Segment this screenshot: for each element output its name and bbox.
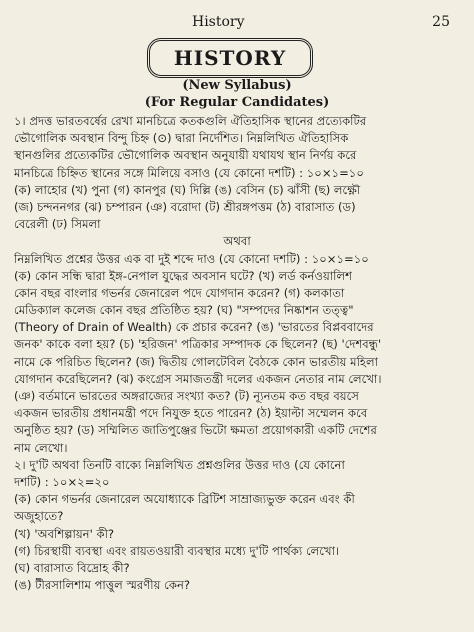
text-line: (ঞ) বর্তমানে ভারতের অঙ্গরাজ্যের সংখ্যা কত? (ট) ন্যূনতম কত বছর বয়সে [14,389,359,403]
text-line: যোগদান করেছিলেন? (ঝ) কংগ্রেস সমাজতন্ত্রী দলের একজন নেতার নাম লেখো। [14,371,382,386]
syllabus-subtitle: (New Syllabus) [182,78,292,93]
text-line: বেরেলী (ঢ) সিমলা [14,217,101,232]
text-line: ভৌগোলিক অবস্থান বিন্দু চিহ্ন (⊙) দ্বারা নির্দেশিত। নিম্নলিখিত ঐতিহাসিক [14,131,349,146]
text-line: (গ) চিরস্থায়ী ব্যবস্থা এবং রায়তওয়ারী ব্যবস্থার মধ্যে দু'টি পার্থক্য লেখো। [14,543,340,558]
text-line: (Theory of Drain of Wealth) কে প্রচার করেন? (ঙ) 'ভারতের বিপ্লববাদের [14,320,374,335]
text-line: (জ) চন্দননগর (ঝ) চম্পারন (ঞ) বরোদা (ট) শ্রীরঙ্গপত্তম (ঠ) বারাসাত (ড) [14,199,356,214]
chapter-title-box: HISTORY [147,38,313,78]
text-line: দশটি) : ১০×২=২০ [14,474,110,489]
text-line: অনুষ্ঠিত হয়? (ড) সম্মিলিত জাতিপুঞ্জের ভিটো ক্ষমতা প্রয়োগকারী একটি দেশের [14,423,377,438]
question-text [14,113,460,594]
text-line: (ক) লাহোর (খ) পুনা (গ) কানপুর (ঘ) দিল্লি (ঙ) বেসিন (চ) ঝাঁসী (ছ) লক্ষ্ণৌ [14,182,361,197]
text-line: (ক) কোন সন্ধি দ্বারা ইঙ্গ-নেপাল যুদ্ধের অবসান ঘটে? (খ) লর্ড কর্নওয়ালিশ [14,268,352,283]
or-divider: অথবা [223,234,251,249]
text-line: নাম লেখো। [14,440,68,455]
running-header [0,14,474,34]
text-line: নামে কে পরিচিত ছিলেন? (জ) দ্বিতীয় গোলটেবিল বৈঠকে কোন ভারতীয় মহিলা [14,354,379,369]
text-line: একজন ভারতীয় প্রধানমন্ত্রী পদে নিযুক্ত হতে পারেন? (ঠ) ইয়াল্টা সম্মেলন কবে [14,406,368,421]
text-line: ২। দু'টি অথবা তিনটি বাক্যে নিম্নলিখিত প্রশ্নগুলির উত্তর দাও (যে কোনো [14,457,345,472]
text-line: অজুহাতে? [14,509,64,524]
text-line: নিম্নলিখিত প্রশ্নের উত্তর এক বা দুই শব্দে দাও (যে কোনো দশটি) : ১০×১=১০ [14,251,369,266]
text-line: (ক) কোন গভর্নর জেনারেল অযোধ্যাকে ব্রিটিশ সাম্রাজ্যভুক্ত করেন এবং কী [14,492,355,507]
text-line: (খ) 'অবশিল্পায়ন' কী? [14,526,115,541]
text-line: (ঘ) বারাসাত বিদ্রোহ কী? [14,560,130,575]
running-title: History [192,14,245,30]
text-line: জনক' কাকে বলা হয়? (চ) 'হরিজন' পত্রিকার সম্পাদক কে ছিলেন? (ছ) 'দেশবন্ধু' [14,337,382,352]
text-line: (ঙ) টীরসালিশাম পাত্তুল স্মরণীয় কেন? [14,578,191,593]
text-line: মানচিত্রে চিহ্নিত স্থানের সঙ্গে মিলিয়ে বসাও (যে কোনো দশটি) : ১০×১=১০ [14,165,364,180]
text-line: ১। প্রদত্ত ভারতবর্ষের রেখা মানচিত্রে কতকগুলি ঐতিহাসিক স্থানের প্রত্যেকটির [14,114,367,128]
page-number: 25 [432,14,450,30]
candidates-subtitle: (For Regular Candidates) [144,95,330,110]
text-line: স্থানগুলির প্রত্যেকটির ভৌগোলিক অবস্থান অনুযায়ী যথাযথ স্থান নির্ণয় করে [14,148,357,163]
text-line: কোন বছর বাংলার গভর্নর জেনারেল পদে যোগদান করেন? (গ) কলকাতা [14,285,345,300]
text-line: মেডিক্যাল কলেজ কোন বছর প্রতিষ্ঠিত হয়? (ঘ) "সম্পদের নিষ্কাশন তত্ত্ব" [14,303,354,318]
